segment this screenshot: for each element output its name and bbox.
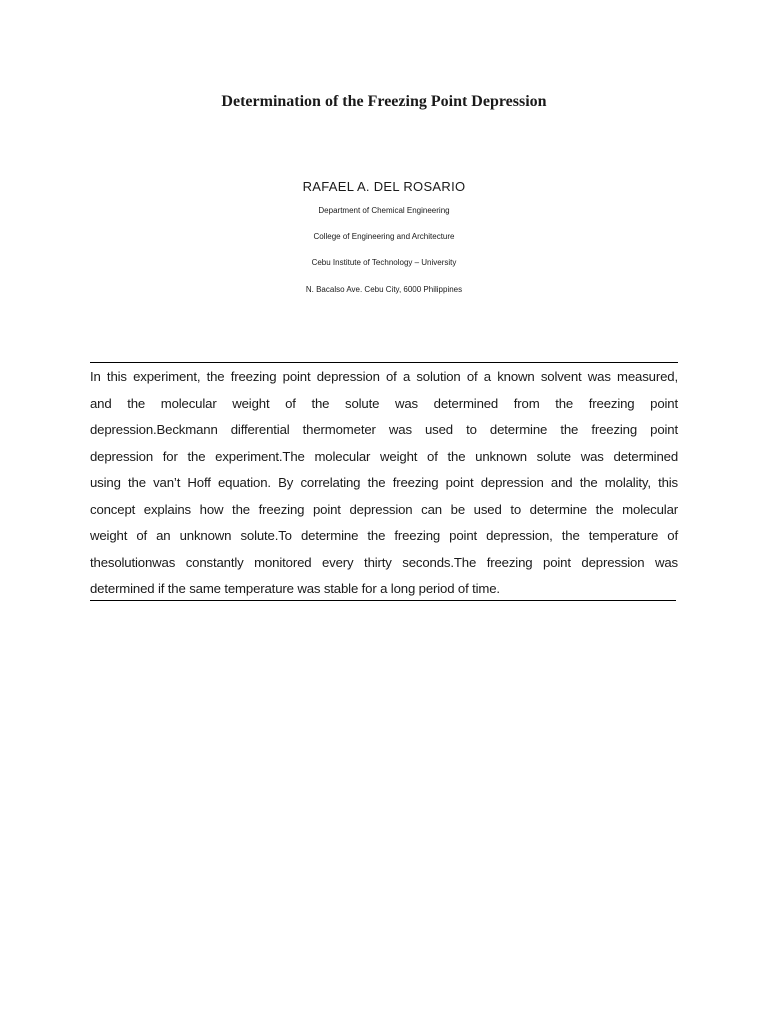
affiliation-college: College of Engineering and Architecture — [313, 232, 455, 241]
abstract-line: depression for the experiment.The molecular weight of the unknown solute was determined — [90, 448, 678, 464]
affiliation-address: N. Bacalso Ave. Cebu City, 6000 Philippines — [305, 285, 463, 294]
affiliation-institute: Cebu Institute of Technology – University — [311, 258, 457, 267]
author-name: RAFAEL A. DEL ROSARIO — [302, 179, 466, 194]
abstract-line: using the van’t Hoff equation. By correlating the freezing point depression and the molality, this — [90, 475, 678, 490]
abstract — [90, 364, 678, 603]
abstract-line: determined if the same temperature was stable for a long period of time. — [90, 581, 500, 596]
abstract-bottom-rule — [90, 600, 676, 601]
abstract-line: concept explains how the freezing point depression can be used to determine the molecular — [90, 501, 678, 517]
abstract-top-rule — [90, 362, 678, 363]
abstract-line: thesolutionwas constantly monitored every thirty seconds.The freezing point depression was — [90, 554, 678, 570]
abstract-line: weight of an unknown solute.To determine the freezing point depression, the temperature of — [90, 528, 678, 543]
abstract-line: and the molecular weight of the solute was determined from the freezing point — [90, 395, 678, 411]
abstract-line: depression.Beckmann differential thermometer was used to determine the freezing point — [90, 422, 678, 437]
affiliation-department: Department of Chemical Engineering — [318, 206, 450, 215]
paper-title: Determination of the Freezing Point Depression — [221, 93, 547, 110]
abstract-line: In this experiment, the freezing point depression of a solution of a known solvent was measured, — [90, 369, 678, 384]
